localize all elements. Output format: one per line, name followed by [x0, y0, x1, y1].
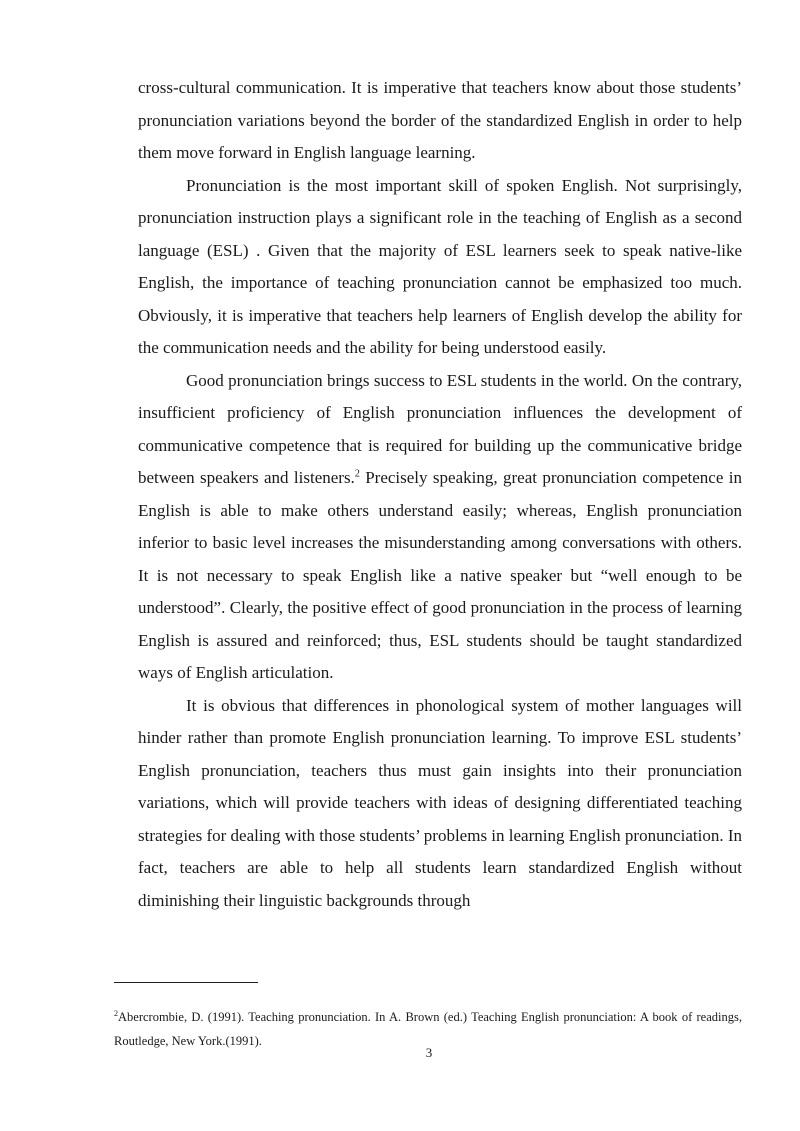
paragraph-phonological-differences: It is obvious that differences in phonological system of mother languages will hinder rather than promote English pronunciation learning. To improve ESL students’ English pronunciation, teachers thus must gain insights into their pronunciation variations, which will provide teachers with ideas of designing differentiated teaching strategies for dealing with those students’ problems in learning English pronunciation. In fact, teachers are able to help all students learn standardized English without diminishing their linguistic backgrounds through [138, 695, 743, 910]
page-number: 3 [425, 1045, 433, 1060]
body-text [138, 72, 742, 917]
footnote-separator [114, 982, 258, 983]
footnote-text: Abercrombie, D. (1991). Teaching pronunciation. In A. Brown (ed.) Teaching English pronunciation: A book of readings, Routledge, New York.(1991). [114, 1010, 742, 1048]
paragraph-text-before-ref: Good pronunciation brings success to ESL students in the world. On the contrary, insufficient proficiency of English pronunciation influences the development of communicative competence that is required for building up the communicative bridge between speakers and listeners. [138, 370, 742, 487]
paragraph-good-pronunciation [138, 365, 742, 690]
footnote-mark: 2 [114, 1008, 118, 1018]
paragraph-text-after-ref: Precisely speaking, great pronunciation competence in English is able to make others understand easily; whereas, English pronunciation inferior to basic level increases the misunderstanding among conversations with others. It is not necessary to speak English like a native speaker but “well enough to be understood”. Clearly, the positive effect of good pronunciation in the process of learning English is assured and reinforced; thus, ESL students should be taught standardized ways of English articulation. [138, 468, 742, 682]
footnote-reference-mark[interactable]: 2 [354, 468, 360, 480]
paragraph-pronunciation-importance: Pronunciation is the most important skill of spoken English. Not surprisingly, pronunciation instruction plays a significant role in the teaching of English as a second language (ESL) . Given that the majority of ESL learners seek to speak native-like English, the importance of teaching pronunciation cannot be emphasized too much. Obviously, it is imperative that teachers help learners of English develop the ability for the communication needs and the ability for being understood easily. [138, 175, 742, 357]
paragraph-continuation: cross-cultural communication. It is imperative that teachers know about those students’ pronunciation variations beyond the border of the standardized English in order to help them move forward in English language learning. [138, 78, 742, 162]
